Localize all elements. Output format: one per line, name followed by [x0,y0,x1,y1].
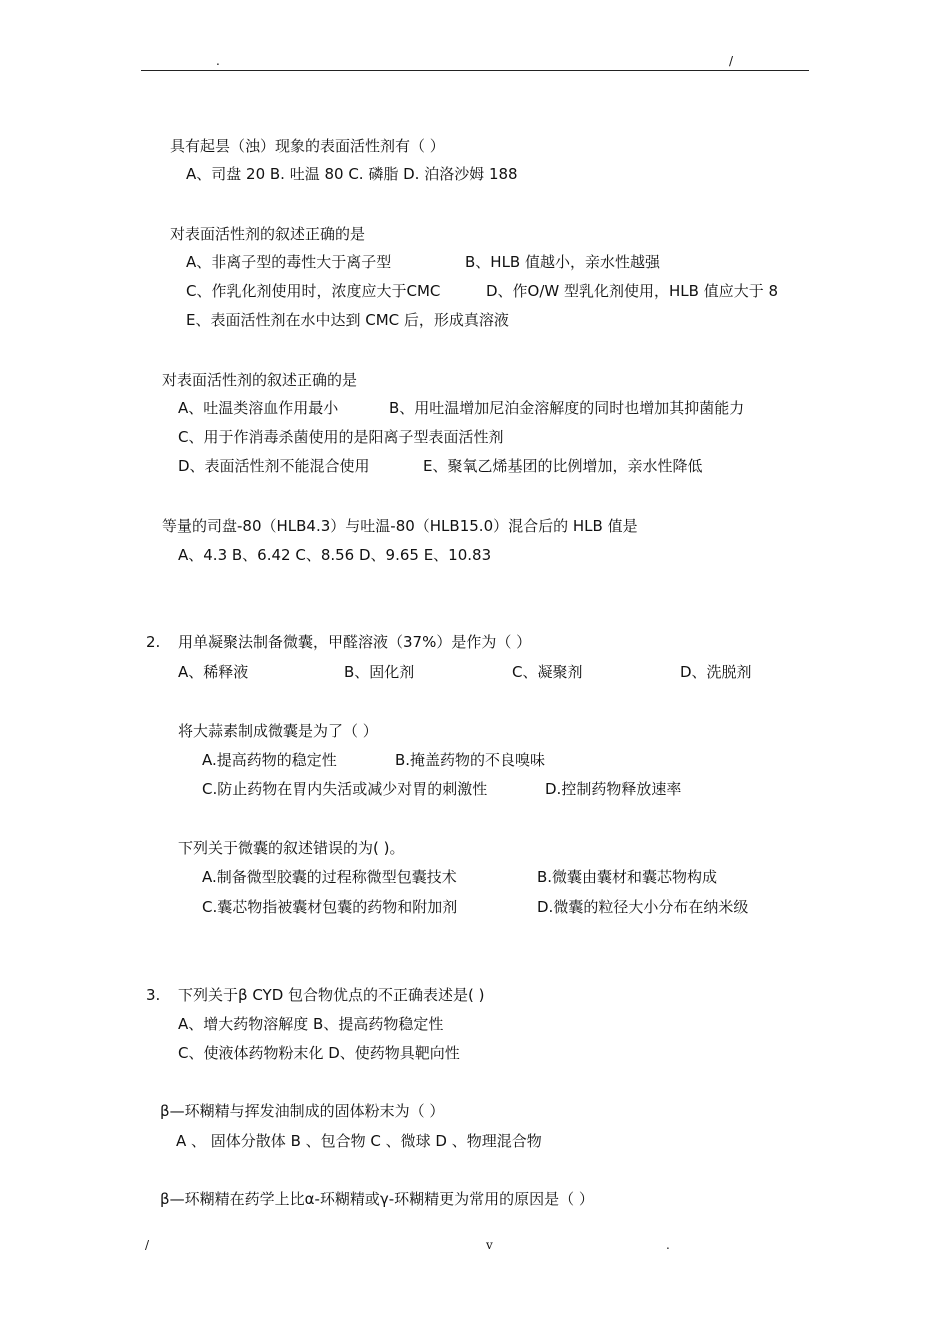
option-b: B.微囊由囊材和囊芯物构成 [537,868,718,886]
question-stem: 等量的司盘-80（HLB4.3）与吐温-80（HLB15.0）混合后的 HLB 值是 [162,517,638,535]
question-number: 3. [146,986,161,1004]
question-stem: β—环糊精与挥发油制成的固体粉末为（ ） [160,1102,445,1120]
option-b: B、用吐温增加尼泊金溶解度的同时也增加其抑菌能力 [389,399,745,417]
question-options: A 、 固体分散体 B 、包合物 C 、微球 D 、物理混合物 [176,1132,542,1150]
option-e: E、表面活性剂在水中达到 CMC 后，形成真溶液 [186,311,509,329]
footer-left-mark: / [145,1238,150,1252]
option-a: A.制备微型胶囊的过程称微型包囊技术 [202,868,457,886]
option-b: B.掩盖药物的不良嗅味 [395,751,546,769]
question-stem: 具有起昙（浊）现象的表面活性剂有（ ） [170,137,445,155]
question-options: A、4.3 B、6.42 C、8.56 D、9.65 E、10.83 [178,546,492,564]
option-b: B、HLB 值越小，亲水性越强 [465,253,660,271]
header-rule [141,70,809,71]
option-ab: A、增大药物溶解度 B、提高药物稳定性 [178,1015,444,1033]
option-c: C、用于作消毒杀菌使用的是阳离子型表面活性剂 [178,428,504,446]
question-stem: 将大蒜素制成微囊是为了（ ） [178,722,378,740]
option-d: D、表面活性剂不能混合使用 [178,457,370,475]
footer-right-mark: . [666,1238,670,1252]
header-left-mark: . [216,54,220,68]
option-a: A、非离子型的毒性大于离子型 [186,253,392,271]
option-b: B、固化剂 [344,663,415,681]
question-options: A、司盘 20 B. 吐温 80 C. 磷脂 D. 泊洛沙姆 188 [186,165,518,183]
question-stem: 对表面活性剂的叙述正确的是 [170,225,366,243]
option-d: D.控制药物释放速率 [545,780,682,798]
question-number: 2. [146,633,161,651]
option-c: C.防止药物在胃内失活或减少对胃的刺激性 [202,780,488,798]
question-stem: 对表面活性剂的叙述正确的是 [162,371,358,389]
question-stem: 下列关于微囊的叙述错误的为( )。 [178,839,405,857]
option-c: C、凝聚剂 [512,663,583,681]
option-e: E、聚氧乙烯基团的比例增加，亲水性降低 [423,457,703,475]
footer-center-mark: v [486,1238,493,1252]
question-stem: 下列关于β CYD 包合物优点的不正确表述是( ) [178,986,485,1004]
header-right-mark: / [729,54,734,68]
option-a: A、稀释液 [178,663,249,681]
option-c: C.囊芯物指被囊材包囊的药物和附加剂 [202,898,458,916]
option-d: D.微囊的粒径大小分布在纳米级 [537,898,749,916]
option-a: A、吐温类溶血作用最小 [178,399,339,417]
option-d: D、洗脱剂 [680,663,752,681]
option-c: C、作乳化剂使用时，浓度应大于CMC [186,282,441,300]
question-stem: 用单凝聚法制备微囊，甲醛溶液（37%）是作为（ ） [178,633,532,651]
question-stem: β—环糊精在药学上比α-环糊精或γ-环糊精更为常用的原因是（ ） [160,1190,594,1208]
option-cd: C、使液体药物粉末化 D、使药物具靶向性 [178,1044,460,1062]
option-d: D、作O/W 型乳化剂使用，HLB 值应大于 8 [486,282,779,300]
option-a: A.提高药物的稳定性 [202,751,337,769]
